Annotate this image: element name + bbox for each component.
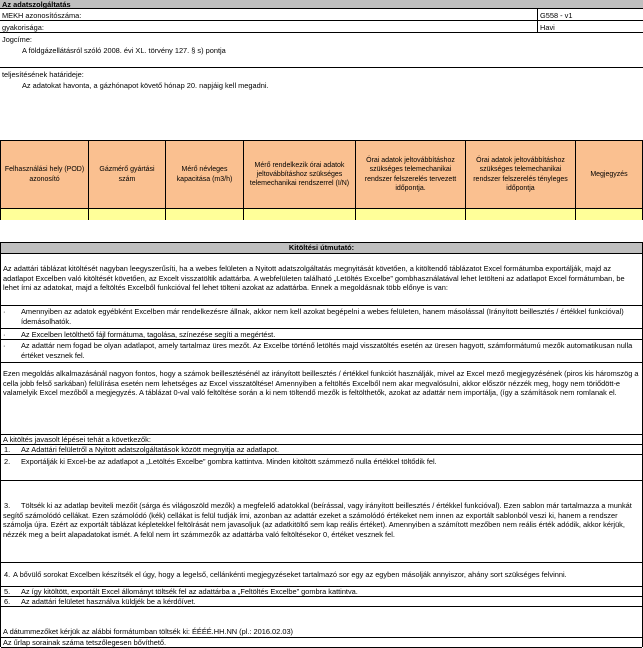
input-cell-note[interactable] — [576, 209, 642, 220]
input-cell-telemechanic[interactable] — [244, 209, 356, 220]
mekh-value: G558 - v1 — [540, 11, 573, 20]
date-format-note: A dátummezőket kérjük az alábbi formátumban töltsék ki: ÉÉÉÉ.HH.NN (pl.: 2016.02.03) — [1, 607, 642, 638]
frequency-value: Havi — [540, 23, 555, 32]
rows-expandable-note: Az űrlap sorainak száma tetszőlegesen bővíthető. — [1, 638, 642, 648]
data-table-header — [1, 141, 642, 208]
column-header-meter-serial: Gázmérő gyártási szám — [89, 141, 166, 208]
column-header-planned-date: Órai adatok jeltovábbításhoz szükséges telemechanikai rendszer felszerelés tervezett időpontja. — [356, 141, 466, 208]
bullet-item: · Az Excelben letölthető fájl formátuma, tagolása, színezése segíti a megértést. — [1, 329, 642, 340]
mekh-label: MEKH azonosítószáma: — [2, 11, 82, 20]
input-cell-actual-date[interactable] — [466, 209, 576, 220]
column-header-telemechanic: Mérő rendelkezik órai adatok jeltovábbításhoz szükséges telemechanikai rendszerrel (I/N) — [244, 141, 356, 208]
data-table-input-row — [1, 208, 642, 220]
legal-basis-block — [0, 33, 643, 68]
steps-title: A kitöltés javasolt lépései tehát a következők: — [1, 435, 642, 445]
step-item: 1. Az Adattári felületről a Nyitott adatszolgáltatások között megnyitja az adatlapot. — [1, 445, 642, 455]
deadline-label: teljesítésének határideje: — [2, 70, 84, 79]
mekh-row — [0, 9, 643, 21]
mekh-value-cell — [537, 9, 643, 20]
deadline-value: Az adatokat havonta, a gázhónapot követő hónap 20. napjáig kell megadni. — [22, 81, 269, 90]
step-item: 2. Exportálják ki Excel-be az adatlapot a „Letöltés Excelbe” gombra kattintva. Minden kitöltött számmező nulla értékkel töltődik fel. — [1, 455, 642, 481]
deadline-block — [0, 68, 643, 118]
bullet-item: · Az adattár nem fogad be olyan adatlapot, amely tartalmaz üres mezőt. Az Excelbe történő letöltés majd visszatöltés esetén az üresen hagyott, számformátumú mezők automatikusan nulla értéket vesznek fel. — [1, 340, 642, 363]
step-item: 6. Az adattári felületet használva küldjék be a kérdőívet. — [1, 597, 642, 607]
instructions-intro: Az adattári táblázat kitöltését nagyban leegyszerűsíti, ha a webes felületen a Nyitott adatszolgáltatás megnyitását követően, a kitöltendő táblázatot Excel formátumba exportálják, majd az adatlapot Excelben való kitöltését követően, az Excelt visszatöltik adattárba. A webfelületen található „Letöltés Excelbe” gombhasználatával lehet letölteni az adatlapot Excel formátumban, be lehet írni az adatokat, majd a feltöltés Excelből funkcióval fel lehet tölteni azokat az adattárba. Ennek a megoldásnak több előnye is van: — [1, 254, 642, 306]
input-cell-meter-serial[interactable] — [89, 209, 166, 220]
step-item: 3. Töltsék ki az adatlap beviteli mezőit (sárga és világoszöld mezők) a megfelelő adatokkal (beírással, vagy irányított beillesztés / értékkel funkcióval). Ezen sablon már tartalmazza a munkát segítő számolódó cellákat. Ezen számolódó (kék) cellákat is felül tudják írni, azonban az adattár ezeket a számolódó értékeket nem innen az exportált sablonból veszi ki, hanem a rendszer számolja újra. Ezért az exportált táblázat képletekkel feltölrását nem javasoljuk (az adatkitöltő sem kap reális értéket). Amennyiben a számított mezőben nem reális érték adódik, akkor kérjük, nézzék meg a beírt alapadatokat ismét. A felül nem írt számmezők az adattárba való feltöltésekor 0, értéket vesznek fel. — [1, 481, 642, 563]
frequency-row — [0, 21, 643, 33]
column-header-actual-date: Órai adatok jeltovábbításhoz szükséges telemechanikai rendszer felszerelés tényleges időpontja — [466, 141, 576, 208]
legal-basis-label: Jogcíme: — [2, 35, 32, 44]
frequency-label: gyakorisága: — [2, 23, 44, 32]
column-header-note: Megjegyzés — [576, 141, 642, 208]
section-title-bar — [0, 0, 643, 9]
step-item: 4. A bővülő sorokat Excelben készítsék el úgy, hogy a legelső, cellánkénti megjegyzéseket tartalmazó sor egy az egyben másolják annyiszor, ahány sort szükséges felvinni. — [1, 563, 642, 587]
instructions-title: Kitöltési útmutató: — [1, 243, 642, 254]
input-cell-planned-date[interactable] — [356, 209, 466, 220]
legal-basis-value: A földgázellátásról szóló 2008. évi XL. törvény 127. § s) pontja — [22, 46, 226, 55]
data-table — [0, 140, 643, 220]
step-item: 5. Az így kitöltött, exportált Excel állományt töltsék fel az adattárba a „Feltöltés Excelbe” gombra kattintva. — [1, 587, 642, 597]
section-title: Az adatszolgáltatás — [2, 0, 71, 9]
input-cell-capacity[interactable] — [166, 209, 244, 220]
column-header-capacity: Mérő névleges kapacitása (m3/h) — [166, 141, 244, 208]
frequency-value-cell — [537, 21, 643, 32]
input-cell-pod[interactable] — [1, 209, 89, 220]
instructions-paragraph: Ezen megoldás alkalmazásánál nagyon fontos, hogy a számok beillesztésénél az irányított beillesztés / értékkel funkciót használják, mivel az Excel mező megjegyzésének (piros kis háromszög a cella jobb felső sarkában) felülírása esetén nem lehetséges az Excel visszatöltése! Amennyiben a feltöltés Excelből nem akar megvalósulni, akkor először nézzék meg, hogy nem töriődött-e valamelyik Excel mezőből a megjegyzés. A táblázat 0-val való feltöltése során a ki nem töltendő mezők is feltölthetők, azokat az adattár nem importálja, (így a számítások nem romlanak el. — [1, 363, 642, 435]
column-header-pod: Felhasználási hely (POD) azonosító — [1, 141, 89, 208]
bullet-item: · Amennyiben az adatok egyébként Excelben már rendelkezésre állnak, akkor nem kell azokat begépelni a webes felületen, hanem másolással (Irányított beillesztés / értékkel funkcióval) ídemásolhatók. — [1, 306, 642, 329]
instructions-section — [0, 242, 643, 647]
